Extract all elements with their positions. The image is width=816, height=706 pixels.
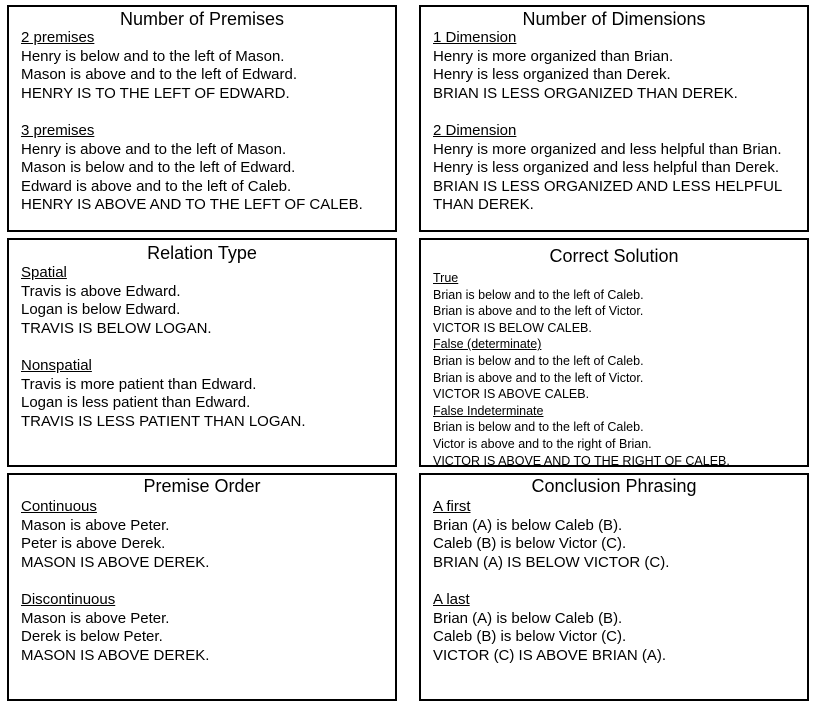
section-label-continuous: Continuous: [21, 498, 97, 515]
conclusion-line: VICTOR IS ABOVE CALEB.: [433, 387, 590, 402]
premise-line: Logan is below Edward.: [21, 301, 181, 319]
premise-line: Caleb (B) is below Victor (C).: [433, 535, 627, 553]
panel-title: Premise Order: [143, 476, 261, 496]
panel-body: [421, 270, 807, 469]
section-label-spatial: Spatial: [21, 264, 67, 281]
conclusion-line: HENRY IS ABOVE AND TO THE LEFT OF CALEB.: [21, 196, 363, 214]
premise-line: Henry is less organized and less helpful than Derek.: [433, 159, 780, 177]
premise-line: Henry is above and to the left of Mason.: [21, 140, 287, 158]
panel-number-of-premises: [7, 5, 397, 232]
section-label-false-indeterminate: False Indeterminate: [433, 403, 544, 418]
premise-line: Brian is below and to the left of Caleb.: [433, 287, 644, 302]
premise-line: Brian (A) is below Caleb (B).: [433, 609, 623, 627]
premise-line: Henry is more organized than Brian.: [433, 47, 674, 65]
conclusion-line: MASON IS ABOVE DEREK.: [21, 553, 210, 571]
premise-line: Brian is below and to the left of Caleb.: [433, 353, 644, 368]
panel-body: [421, 29, 807, 215]
panel-title: Correct Solution: [549, 246, 679, 266]
premise-line: Brian is below and to the left of Caleb.: [433, 420, 644, 435]
premise-line: Mason is below and to the left of Edward.: [21, 159, 296, 177]
panel-relation-type: [7, 238, 397, 467]
premise-line: Peter is above Derek.: [21, 535, 166, 553]
premise-line: Brian (A) is below Caleb (B).: [433, 516, 623, 534]
premise-line: Henry is less organized than Derek.: [433, 66, 671, 84]
premise-line: Victor is above and to the right of Brian.: [433, 436, 652, 451]
premise-line: Mason is above and to the left of Edward.: [21, 66, 297, 84]
premise-line: Mason is above Peter.: [21, 516, 170, 534]
conclusion-line-continued: THAN DEREK.: [433, 196, 534, 214]
premise-line: Travis is more patient than Edward.: [21, 375, 257, 393]
premise-line: Logan is less patient than Edward.: [21, 394, 251, 412]
panel-body: [9, 29, 395, 215]
panel-body: [9, 498, 395, 665]
premise-line: Mason is above Peter.: [21, 609, 170, 627]
premise-line: Edward is above and to the left of Caleb.: [21, 177, 292, 195]
section-label-a-first: A first: [433, 498, 471, 515]
conclusion-line: BRIAN IS LESS ORGANIZED AND LESS HELPFUL: [433, 177, 783, 195]
section-label-true: True: [433, 271, 459, 285]
panel-title: Relation Type: [147, 243, 257, 263]
premise-line: Brian is above and to the left of Victor.: [433, 370, 644, 385]
section-label-nonspatial: Nonspatial: [21, 356, 92, 374]
panel-premise-order: [7, 473, 397, 701]
section-label-1-dimension: 1 Dimension: [433, 29, 517, 46]
conclusion-line: VICTOR (C) IS ABOVE BRIAN (A).: [433, 646, 667, 664]
premise-line: Henry is below and to the left of Mason.: [21, 47, 285, 65]
premise-line: Henry is more organized and less helpful than Brian.: [433, 140, 782, 158]
premise-line: Travis is above Edward.: [21, 282, 181, 300]
conclusion-line: VICTOR IS BELOW CALEB.: [433, 320, 592, 335]
section-label-2-dimension: 2 Dimension: [433, 121, 517, 139]
panel-number-of-dimensions: [419, 5, 809, 232]
conclusion-line: BRIAN (A) IS BELOW VICTOR (C).: [433, 553, 670, 571]
section-label-2-premises: 2 premises: [21, 29, 95, 46]
section-label-discontinuous: Discontinuous: [21, 590, 116, 608]
conclusion-line: BRIAN IS LESS ORGANIZED THAN DEREK.: [433, 84, 738, 102]
panel-title: Conclusion Phrasing: [531, 476, 697, 496]
panel-title: Number of Premises: [119, 9, 285, 29]
panel-title: Number of Dimensions: [522, 9, 706, 29]
conclusion-line: VICTOR IS ABOVE AND TO THE RIGHT OF CALEB.: [433, 453, 730, 468]
section-label-a-last: A last: [433, 590, 470, 608]
section-label-false-determinate: False (determinate): [433, 337, 542, 352]
panel-body: [9, 263, 395, 431]
premise-line: Derek is below Peter.: [21, 628, 163, 646]
conclusion-line: TRAVIS IS LESS PATIENT THAN LOGAN.: [21, 412, 306, 430]
premise-line: Caleb (B) is below Victor (C).: [433, 628, 627, 646]
panel-conclusion-phrasing: [419, 473, 809, 701]
section-label-3-premises: 3 premises: [21, 121, 95, 139]
conclusion-line: TRAVIS IS BELOW LOGAN.: [21, 319, 212, 337]
panel-correct-solution: [419, 238, 809, 467]
conclusion-line: HENRY IS TO THE LEFT OF EDWARD.: [21, 84, 290, 102]
conclusion-line: MASON IS ABOVE DEREK.: [21, 646, 210, 664]
panel-body: [421, 498, 807, 665]
premise-line: Brian is above and to the left of Victor.: [433, 304, 644, 319]
